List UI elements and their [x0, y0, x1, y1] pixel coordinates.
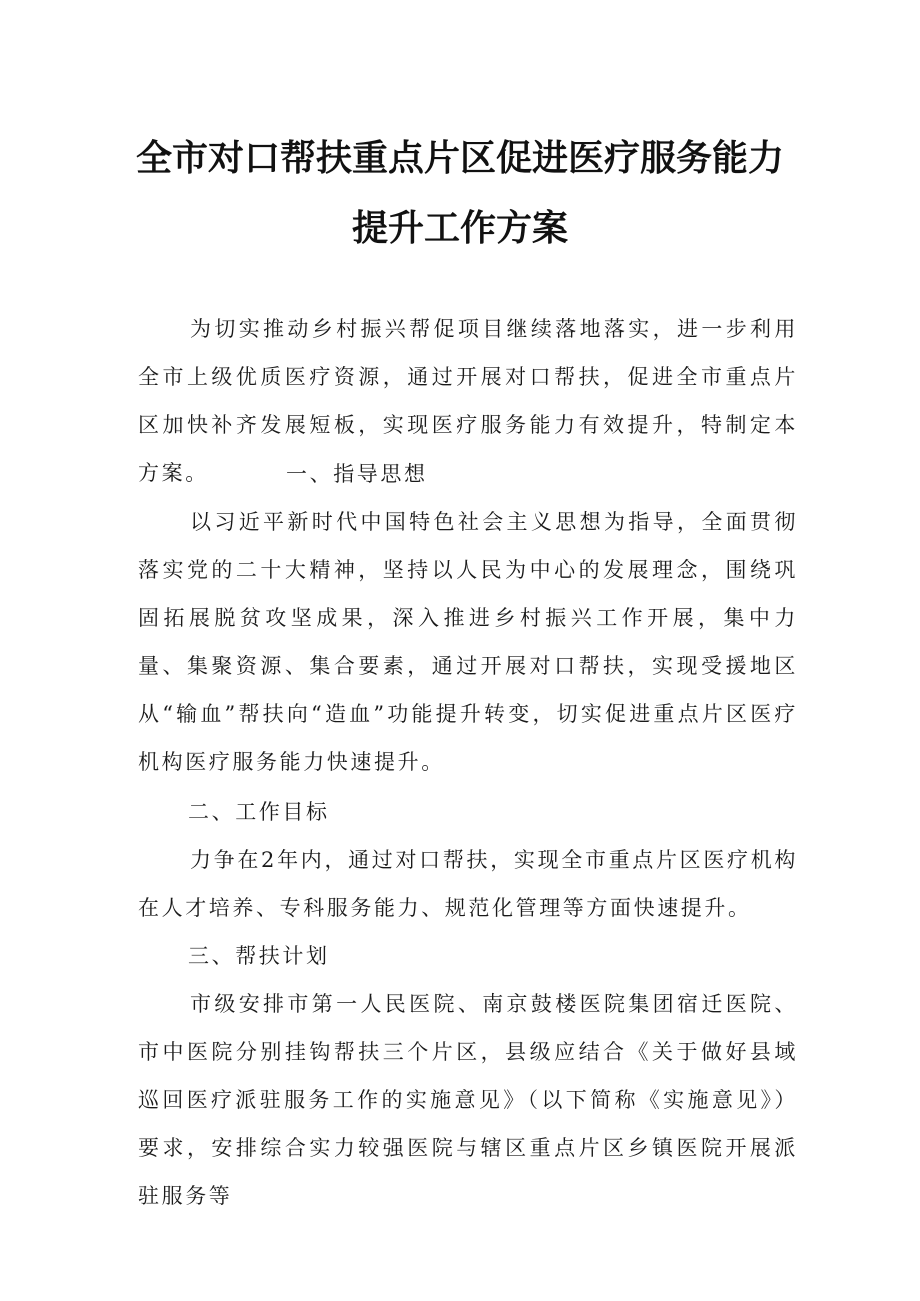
- section-heading-guiding-ideology: 一、指导思想: [286, 462, 428, 486]
- section-heading-assistance-plan: 三、帮扶计划: [188, 944, 330, 968]
- document-title-line-1: 全市对口帮扶重点片区促进医疗服务能力: [135, 138, 784, 179]
- section-heading-work-goals: 二、工作目标: [188, 800, 330, 824]
- section-body-work-goals: 力争在2年内，通过对口帮扶，实现全市重点片区医疗机构在人才培养、专科服务能力、规范化管理等方面快速提升。: [138, 848, 798, 920]
- section-body-guiding-ideology: 以习近平新时代中国特色社会主义思想为指导，全面贯彻落实党的二十大精神，坚持以人民为中心的发展理念，围绕巩固拓展脱贫攻坚成果，深入推进乡村振兴工作开展，集中力量、集聚资源、集合要素，通过开展对口帮扶，实现受援地区从“输血”帮扶向“造血”功能提升转变，切实促进重点片区医疗机构医疗服务能力快速提升。: [138, 510, 798, 774]
- section-body-assistance-plan: 市级安排市第一人民医院、南京鼓楼医院集团宿迁医院、市中医院分别挂钩帮扶三个片区，县级应结合《关于做好县域巡回医疗派驻服务工作的实施意见》（以下简称《实施意见》）要求，安排综合实力较强医院与辖区重点片区乡镇医院开展派驻服务等: [138, 992, 798, 1208]
- intro-paragraph: 为切实推动乡村振兴帮促项目继续落地落实，进一步利用全市上级优质医疗资源，通过开展对口帮扶，促进全市重点片区加快补齐发展短板，实现医疗服务能力有效提升，特制定本方案。: [138, 317, 798, 485]
- document-title-line-2: 提升工作方案: [351, 208, 568, 249]
